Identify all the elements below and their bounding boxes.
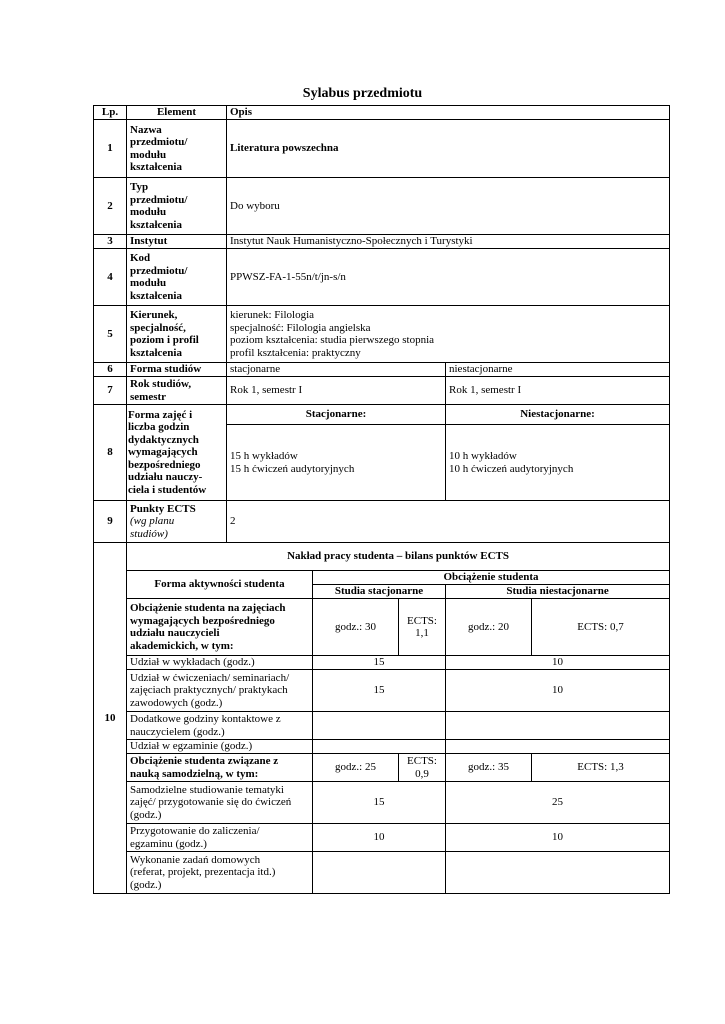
row-label: Typ przedmiotu/ modułu kształcenia	[127, 178, 227, 235]
workload-header: Obciążenie studenta	[313, 571, 670, 585]
hours-value: godz.: 30	[313, 599, 399, 656]
table-row	[94, 712, 670, 740]
table-row	[94, 178, 670, 235]
empty-cell	[446, 852, 670, 894]
hours-value: 15	[313, 782, 446, 824]
course-code: PPWSZ-FA-1-55n/t/jn-s/n	[227, 249, 670, 306]
institute: Instytut Nauk Humanistyczno-Społecznych i Turystyki	[227, 235, 670, 249]
table-row	[94, 543, 670, 571]
activity-label: Udział w wykładach (godz.)	[127, 656, 313, 670]
activity-label: Obciążenie studenta na zajęciach wymagających bezpośredniego udziału nauczycieli akademickich, w tym:	[127, 599, 313, 656]
ects-value: ECTS: 1,1	[399, 599, 446, 656]
row-label: Forma studiów	[127, 363, 227, 377]
row-label: Instytut	[127, 235, 227, 249]
activity-label: Wykonanie zadań domowych (referat, projekt, prezentacja itd.) (godz.)	[127, 852, 313, 894]
row-label: Kierunek, specjalność, poziom i profil kształcenia	[127, 306, 227, 363]
stac-heading: Stacjonarne:	[227, 405, 446, 425]
table-row	[94, 120, 670, 178]
year-semester-stac: Rok 1, semestr I	[227, 377, 446, 405]
activity-label: Przygotowanie do zaliczenia/ egzaminu (godz.)	[127, 824, 313, 852]
table-row	[94, 363, 670, 377]
page-title: Sylabus przedmiotu	[302, 86, 423, 101]
table-row	[94, 852, 670, 894]
row-number: 6	[94, 363, 127, 377]
ects-value: ECTS: 0,9	[399, 754, 446, 782]
ects-points: 2	[227, 501, 670, 543]
row-number: 1	[94, 120, 127, 178]
hours-value: 10	[446, 824, 670, 852]
hours-value: 10	[446, 656, 670, 670]
table-row	[94, 670, 670, 712]
studia-niestac-header: Studia niestacjonarne	[446, 585, 670, 599]
table-row	[94, 235, 670, 249]
niestac-heading: Niestacjonarne:	[446, 405, 670, 425]
study-form-stac: stacjonarne	[227, 363, 446, 377]
empty-cell	[313, 852, 446, 894]
ects-value: ECTS: 0,7	[532, 599, 670, 656]
table-row	[94, 754, 670, 782]
table-row	[94, 377, 670, 405]
hours-stac: 15 h wykładów 15 h ćwiczeń audytoryjnych	[227, 425, 446, 501]
program-details: kierunek: Filologia specjalność: Filologia angielska poziom kształcenia: studia pierwszego stopnia profil kształcenia: praktyczny	[227, 306, 670, 363]
activity-form-header: Forma aktywności studenta	[127, 571, 313, 599]
activity-label: Dodatkowe godziny kontaktowe z nauczycielem (godz.)	[127, 712, 313, 740]
table-row	[94, 405, 670, 425]
activity-label: Udział w ćwiczeniach/ seminariach/ zajęciach praktycznych/ praktykach zawodowych (godz.)	[127, 670, 313, 712]
hours-value: godz.: 35	[446, 754, 532, 782]
syllabus-table	[93, 105, 670, 894]
activity-label: Udział w egzaminie (godz.)	[127, 740, 313, 754]
table-row	[94, 656, 670, 670]
study-form-niestac: niestacjonarne	[446, 363, 670, 377]
empty-cell	[446, 740, 670, 754]
hours-value: 15	[313, 656, 446, 670]
table-row	[94, 782, 670, 824]
row-label: Forma zajęć i liczba godzin dydaktycznych wymagających bezpośredniego udziału nauczy- ciela i studentów	[127, 405, 227, 501]
hours-value: 10	[313, 824, 446, 852]
year-semester-niestac: Rok 1, semestr I	[446, 377, 670, 405]
header-element: Element	[127, 106, 227, 120]
hours-value: godz.: 25	[313, 754, 399, 782]
table-row	[94, 501, 670, 543]
activity-label: Obciążenie studenta związane z nauką samodzielną, w tym:	[127, 754, 313, 782]
row-number: 4	[94, 249, 127, 306]
hours-niestac: 10 h wykładów 10 h ćwiczeń audytoryjnych	[446, 425, 670, 501]
row-number: 7	[94, 377, 127, 405]
course-type: Do wyboru	[227, 178, 670, 235]
table-row	[94, 571, 670, 585]
row-label: Punkty ECTS (wg planu studiów)	[127, 501, 227, 543]
row-number: 8	[94, 405, 127, 501]
hours-value: godz.: 20	[446, 599, 532, 656]
course-name: Literatura powszechna	[227, 120, 670, 178]
empty-cell	[446, 712, 670, 740]
hours-value: 10	[446, 670, 670, 712]
table-row	[94, 740, 670, 754]
table-header	[94, 106, 670, 120]
ects-value: ECTS: 1,3	[532, 754, 670, 782]
row-label: Rok studiów, semestr	[127, 377, 227, 405]
row-label: Nazwa przedmiotu/ modułu kształcenia	[127, 120, 227, 178]
table-row	[94, 306, 670, 363]
row-number: 3	[94, 235, 127, 249]
studia-stac-header: Studia stacjonarne	[313, 585, 446, 599]
empty-cell	[313, 740, 446, 754]
header-lp: Lp.	[94, 106, 127, 120]
header-opis: Opis	[227, 106, 670, 120]
row-number: 10	[94, 543, 127, 894]
hours-value: 25	[446, 782, 670, 824]
hours-value: 15	[313, 670, 446, 712]
table-row	[94, 824, 670, 852]
table-row	[94, 599, 670, 656]
row-number: 9	[94, 501, 127, 543]
activity-label: Samodzielne studiowanie tematyki zajęć/ przygotowanie się do ćwiczeń (godz.)	[127, 782, 313, 824]
row-label: Kod przedmiotu/ modułu kształcenia	[127, 249, 227, 306]
empty-cell	[313, 712, 446, 740]
table-row	[94, 249, 670, 306]
row-number: 5	[94, 306, 127, 363]
row-number: 2	[94, 178, 127, 235]
workload-heading: Nakład pracy studenta – bilans punktów ECTS	[127, 543, 670, 571]
